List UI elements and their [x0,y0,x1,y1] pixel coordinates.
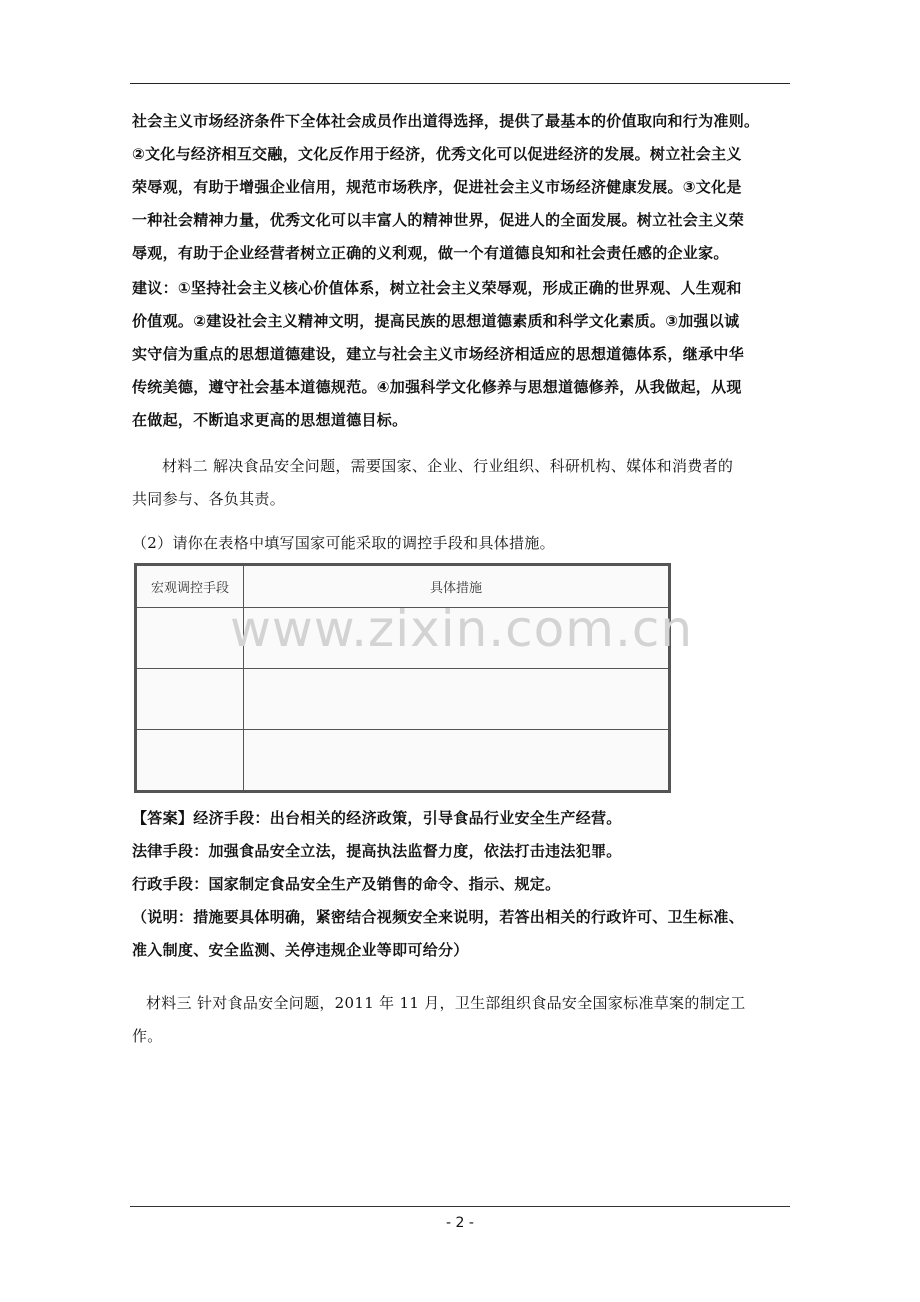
text-line: ②文化与经济相互交融，文化反作用于经济，优秀文化可以促进经济的发展。树立社会主义 [132,145,742,163]
text-line: 材料三 针对食品安全问题，2011 年 11 月，卫生部组织食品安全国家标准草案的制定工 [146,994,746,1012]
question-two [132,527,792,560]
text-line: 建议：①坚持社会主义核心价值体系，树立社会主义荣辱观，形成正确的世界观、人生观和 [132,279,742,297]
text-line: 价值观。②建设社会主义精神文明，提高民族的思想道德素质和科学文化素质。③加强以诚 [132,312,740,330]
answer-block [132,802,792,967]
header-rule [130,83,790,84]
answer-paragraph-analysis [132,105,792,270]
text-line: 共同参与、各负其责。 [132,490,286,508]
text-line: 材料二 解决食品安全问题，需要国家、企业、行业组织、科研机构、媒体和消费者的 [162,457,734,475]
footer-rule [130,1206,790,1207]
table-cell [137,608,244,669]
table-cell [137,730,244,791]
table-cell [244,730,669,791]
answer-paragraph-suggestions [132,272,792,437]
text-line: 辱观，有助于企业经营者树立正确的义利观，做一个有道德良知和社会责任感的企业家。 [132,244,729,262]
text-line: 【答案】经济手段：出台相关的经济政策，引导食品行业安全生产经营。 [132,809,622,827]
table-cell [244,669,669,730]
text-line: 法律手段：加强食品安全立法，提高执法监督力度，依法打击违法犯罪。 [132,842,622,860]
text-line: 传统美德，遵守社会基本道德规范。④加强科学文化修养与思想道德修养，从我做起，从现 [132,378,742,396]
text-line: 行政手段：国家制定食品安全生产及销售的命令、指示、规定。 [132,875,561,893]
text-line: 荣辱观，有助于增强企业信用，规范市场秩序，促进社会主义市场经济健康发展。③文化是 [132,178,742,196]
page-number: - 2 - [446,1215,474,1231]
table-row [137,730,669,791]
material-three-paragraph [132,987,792,1053]
table-row [137,669,669,730]
question-text: （2）请你在表格中填写国家可能采取的调控手段和具体措施。 [132,534,555,552]
text-line: 一种社会精神力量，优秀文化可以丰富人的精神世界，促进人的全面发展。树立社会主义荣 [132,211,745,229]
measures-table [134,563,671,793]
header-cell-means: 宏观调控手段 [137,566,244,608]
text-line: （说明：措施要具体明确，紧密结合视频安全来说明，若答出相关的行政许可、卫生标准、 [132,908,745,926]
text-line: 在做起，不断追求更高的思想道德目标。 [132,411,408,429]
table-cell [137,669,244,730]
watermark: www.zixin.com.cn [230,600,694,658]
text-line: 准入制度、安全监测、关停违规企业等即可给分） [132,941,469,959]
text-line: 作。 [132,1027,163,1045]
material-two-paragraph [132,450,792,516]
text-line: 实守信为重点的思想道德建设，建立与社会主义市场经济相适应的思想道德体系，继承中华 [132,345,745,363]
text-line: 社会主义市场经济条件下全体社会成员作出道得选择，提供了最基本的价值取向和行为准则。 [132,112,760,130]
header-cell-measures: 具体措施 [244,566,669,608]
